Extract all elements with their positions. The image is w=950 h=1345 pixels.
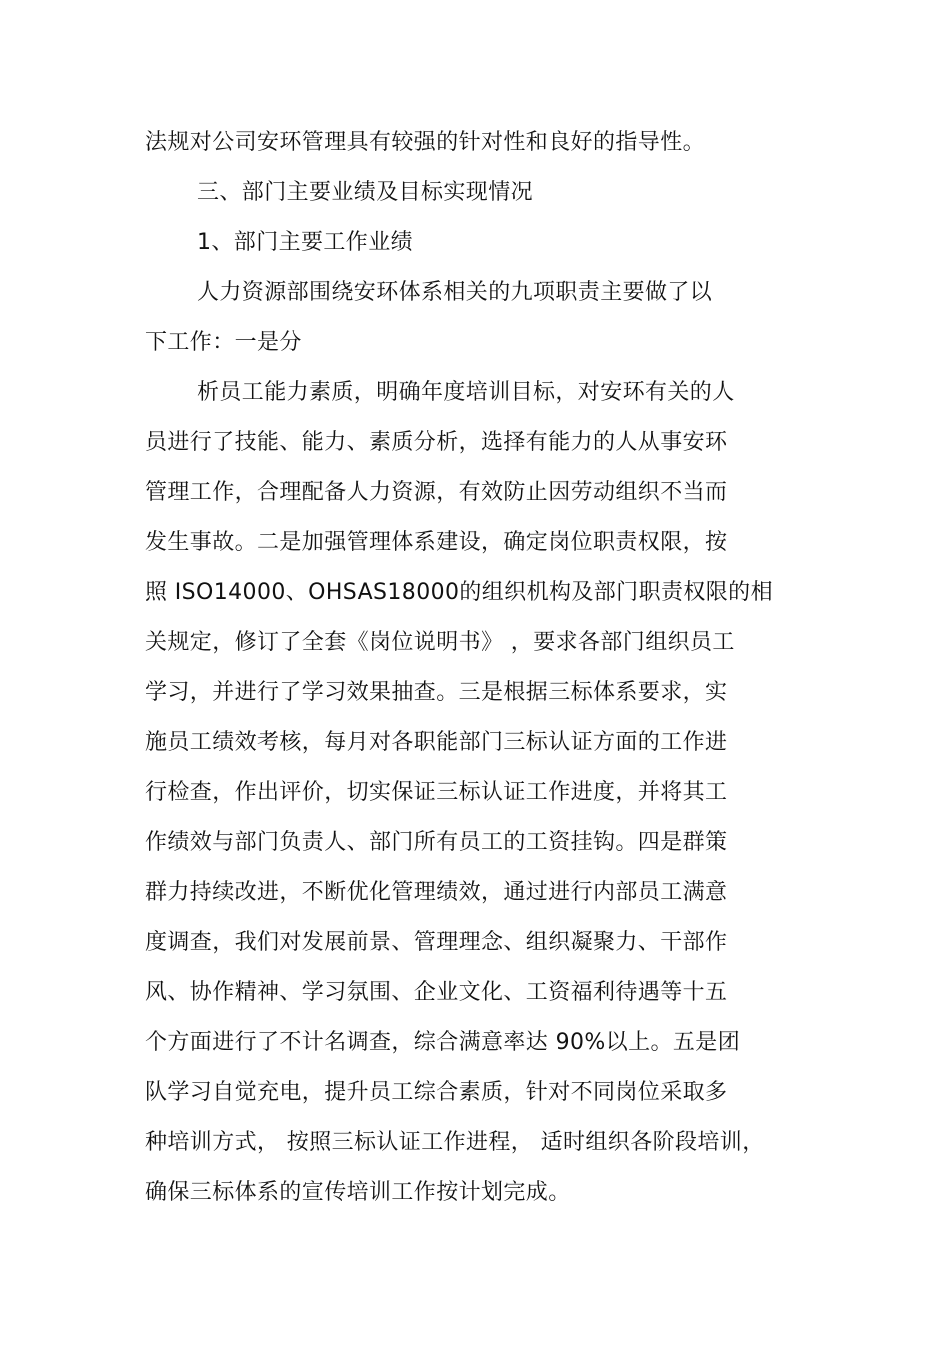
text-line: 行检查，作出评价，切实保证三标认证工作进度，并将其工 [145,780,728,805]
text-line: 种培训方式， 按照三标认证工作进程， 适时组织各阶段培训， [145,1130,765,1155]
text-line: 法规对公司安环管理具有较强的针对性和良好的指导性。 [145,130,706,155]
subsection-heading: 1、部门主要工作业绩 [197,230,413,255]
text-line: 析员工能力素质，明确年度培训目标，对安环有关的人 [197,380,735,405]
text-line: 管理工作，合理配备人力资源，有效防止因劳动组织不当而 [145,480,728,505]
text-line: 队学习自觉充电，提升员工综合素质，针对不同岗位采取多 [145,1080,728,1105]
text-line: 施员工绩效考核，每月对各职能部门三标认证方面的工作进 [145,730,728,755]
text-line: 发生事故。二是加强管理体系建设，确定岗位职责权限，按 [145,530,728,555]
text-line: 风、协作精神、学习氛围、企业文化、工资福利待遇等十五 [145,980,728,1005]
text-line: 群力持续改进，不断优化管理绩效，通过进行内部员工满意 [145,880,728,905]
text-line: 确保三标体系的宣传培训工作按计划完成。 [145,1180,571,1205]
text-line: 个方面进行了不计名调查，综合满意率达 90%以上。五是团 [145,1030,741,1055]
text-line: 照 ISO14000、OHSAS18000的组织机构及部门职责权限的相 [145,580,773,605]
section-heading: 三、部门主要业绩及目标实现情况 [197,180,534,205]
text-line: 关规定，修订了全套《岗位说明书》 ，要求各部门组织员工 [145,630,735,655]
text-line: 度调查，我们对发展前景、管理理念、组织凝聚力、干部作 [145,930,728,955]
text-line: 学习，并进行了学习效果抽查。三是根据三标体系要求，实 [145,680,728,705]
text-line: 人力资源部围绕安环体系相关的九项职责主要做了以 [197,280,713,305]
text-line: 员进行了技能、能力、素质分析，选择有能力的人从事安环 [145,430,728,455]
text-line: 作绩效与部门负责人、部门所有员工的工资挂钩。四是群策 [145,830,728,855]
text-line: 下工作：一是分 [145,330,302,355]
